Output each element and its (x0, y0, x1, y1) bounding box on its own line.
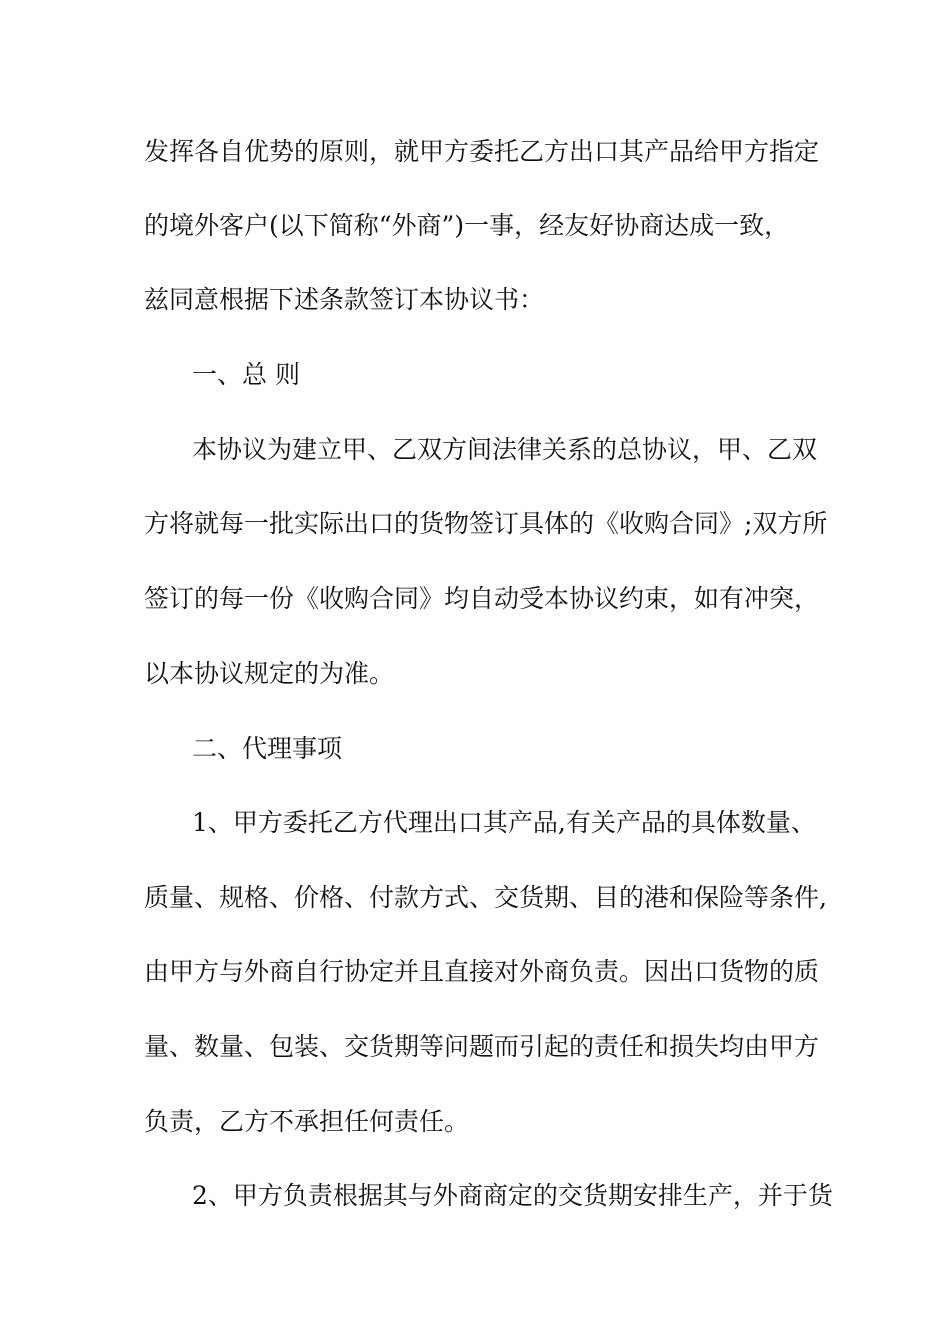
body-text-line: 方将就每一批实际出口的货物签订具体的《收购合同》;双方所 (144, 509, 828, 538)
body-text-line: 质量、规格、价格、付款方式、交货期、目的港和保险等条件, (144, 883, 827, 912)
section-heading-agency: 二、代理事项 (192, 734, 343, 763)
body-text-line: 由甲方与外商自行协定并且直接对外商负责。因出口货物的质 (144, 957, 820, 986)
section-heading-general: 一、总 则 (192, 360, 300, 389)
body-text-line: 以本协议规定的为准。 (144, 659, 395, 688)
body-text-line: 1、甲方委托乙方代理出口其产品,有关产品的具体数量、 (192, 808, 816, 837)
body-text-line: 负责，乙方不承担任何责任。 (144, 1107, 470, 1136)
body-text-line: 本协议为建立甲、乙双方间法律关系的总协议，甲、乙双 (192, 435, 818, 464)
body-text-line: 发挥各自优势的原则，就甲方委托乙方出口其产品给甲方指定 (144, 137, 820, 166)
body-text-line: 2、甲方负责根据其与外商商定的交货期安排生产，并于货 (192, 1181, 833, 1210)
body-text-line: 量、数量、包装、交货期等问题而引起的责任和损失均由甲方 (144, 1032, 820, 1061)
body-text-line: 签订的每一份《收购合同》均自动受本协议约束，如有冲突， (144, 584, 820, 613)
body-text-line: 兹同意根据下述条款签订本协议书： (144, 285, 545, 314)
body-text-line: 的境外客户(以下简称“外商”)一事，经友好协商达成一致， (144, 211, 790, 240)
